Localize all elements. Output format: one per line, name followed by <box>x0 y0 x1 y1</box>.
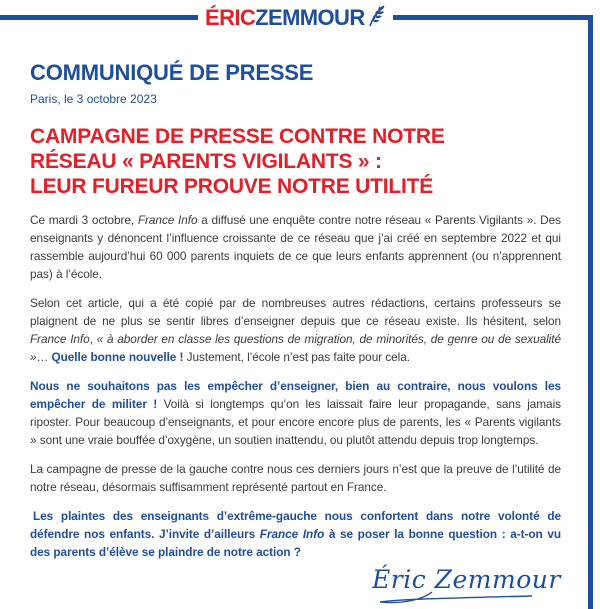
press-release-body <box>30 211 561 572</box>
paragraph-1 <box>30 211 561 283</box>
paragraph-4 <box>30 460 561 496</box>
headline-line-3: LEUR FUREUR PROUVE NOTRE UTILITÉ <box>30 175 434 198</box>
text-segment: a diffusé une enquête contre notre réseau « Parents Vigilants ». Des enseignants y dénoncent l’influence croissante de ce réseau que j’ai créé en septembre 2022 et qui rassemble aujourd’hui 60 000 parents inquiets de ce que leurs enfants apprennent (ou n’apprennent pas) à l’école. <box>30 213 562 281</box>
dateline: Paris, le 3 octobre 2023 <box>30 92 157 106</box>
text-segment: à se poser la bonne question : a-t-on vu des parents d’élève se plaindre de notre action ? <box>30 527 562 559</box>
signature-flourish <box>372 590 542 606</box>
logo-last-name: ZEMMOUR <box>255 4 365 30</box>
paragraph-2 <box>30 294 561 366</box>
highlighted-text: Quelle bonne nouvelle ! <box>51 350 184 364</box>
text-segment: La campagne de presse de la gauche contre nous ces derniers jours n’est que la preuve de l’utilité de notre réseau, désormais suffisamment représenté partout en France. <box>30 462 561 494</box>
text-segment: , <box>89 332 97 346</box>
text-segment: Ce mardi 3 octobre, <box>30 213 138 227</box>
media-name: France Info <box>259 527 325 541</box>
paragraph-5 <box>30 507 561 561</box>
headline-line-2: RÉSEAU « PARENTS VIGILANTS » : <box>30 150 382 173</box>
signature: Éric Zemmour <box>372 565 561 594</box>
text-segment: Justement, l’école n’est pas faite pour cela. <box>183 350 410 364</box>
media-name: France Info <box>137 213 198 227</box>
media-name: France Info <box>30 332 90 346</box>
headline-line-1: CAMPAGNE DE PRESSE CONTRE NOTRE <box>30 125 445 148</box>
logo-first-name: ÉRIC <box>205 4 256 30</box>
quotation: « à aborder en classe les questions de migration, de minorités, de genre ou de sexualité » <box>30 332 561 364</box>
text-segment: Selon cet article, qui a été copié par de nombreuses autres rédactions, certains professeurs se plaignent de ne plus se sentir libres d’enseigner depuis que ce réseau existe. Ils hésitent, selon <box>30 296 561 328</box>
page-title: COMMUNIQUÉ DE PRESSE <box>30 60 314 85</box>
text-segment: … <box>36 350 52 364</box>
text-segment: Voilà si longtemps qu’on les laissait faire leur propagande, sans jamais riposter. Pour beaucoup d’enseignants, et pour encore encore plus de parents, les « Parents vigilants » sont une vraie bouffée d’oxygène, un soutien inattendu, ou plutôt attendu depuis trop longtemps. <box>30 397 561 447</box>
right-border-line <box>588 15 593 609</box>
logo <box>198 3 393 32</box>
headline <box>30 124 445 199</box>
paragraph-3 <box>30 377 561 449</box>
text-segment: Les plaintes des enseignants d’extrême-gauche nous confortent dans notre volonté de défendre nos enfants. J’invite d’ailleurs <box>30 509 561 541</box>
laurel-icon <box>367 5 386 27</box>
highlighted-text: Nous ne souhaitons pas les empêcher d’enseigner, bien au contraire, nous voulons les empêcher de militer ! <box>30 379 561 411</box>
